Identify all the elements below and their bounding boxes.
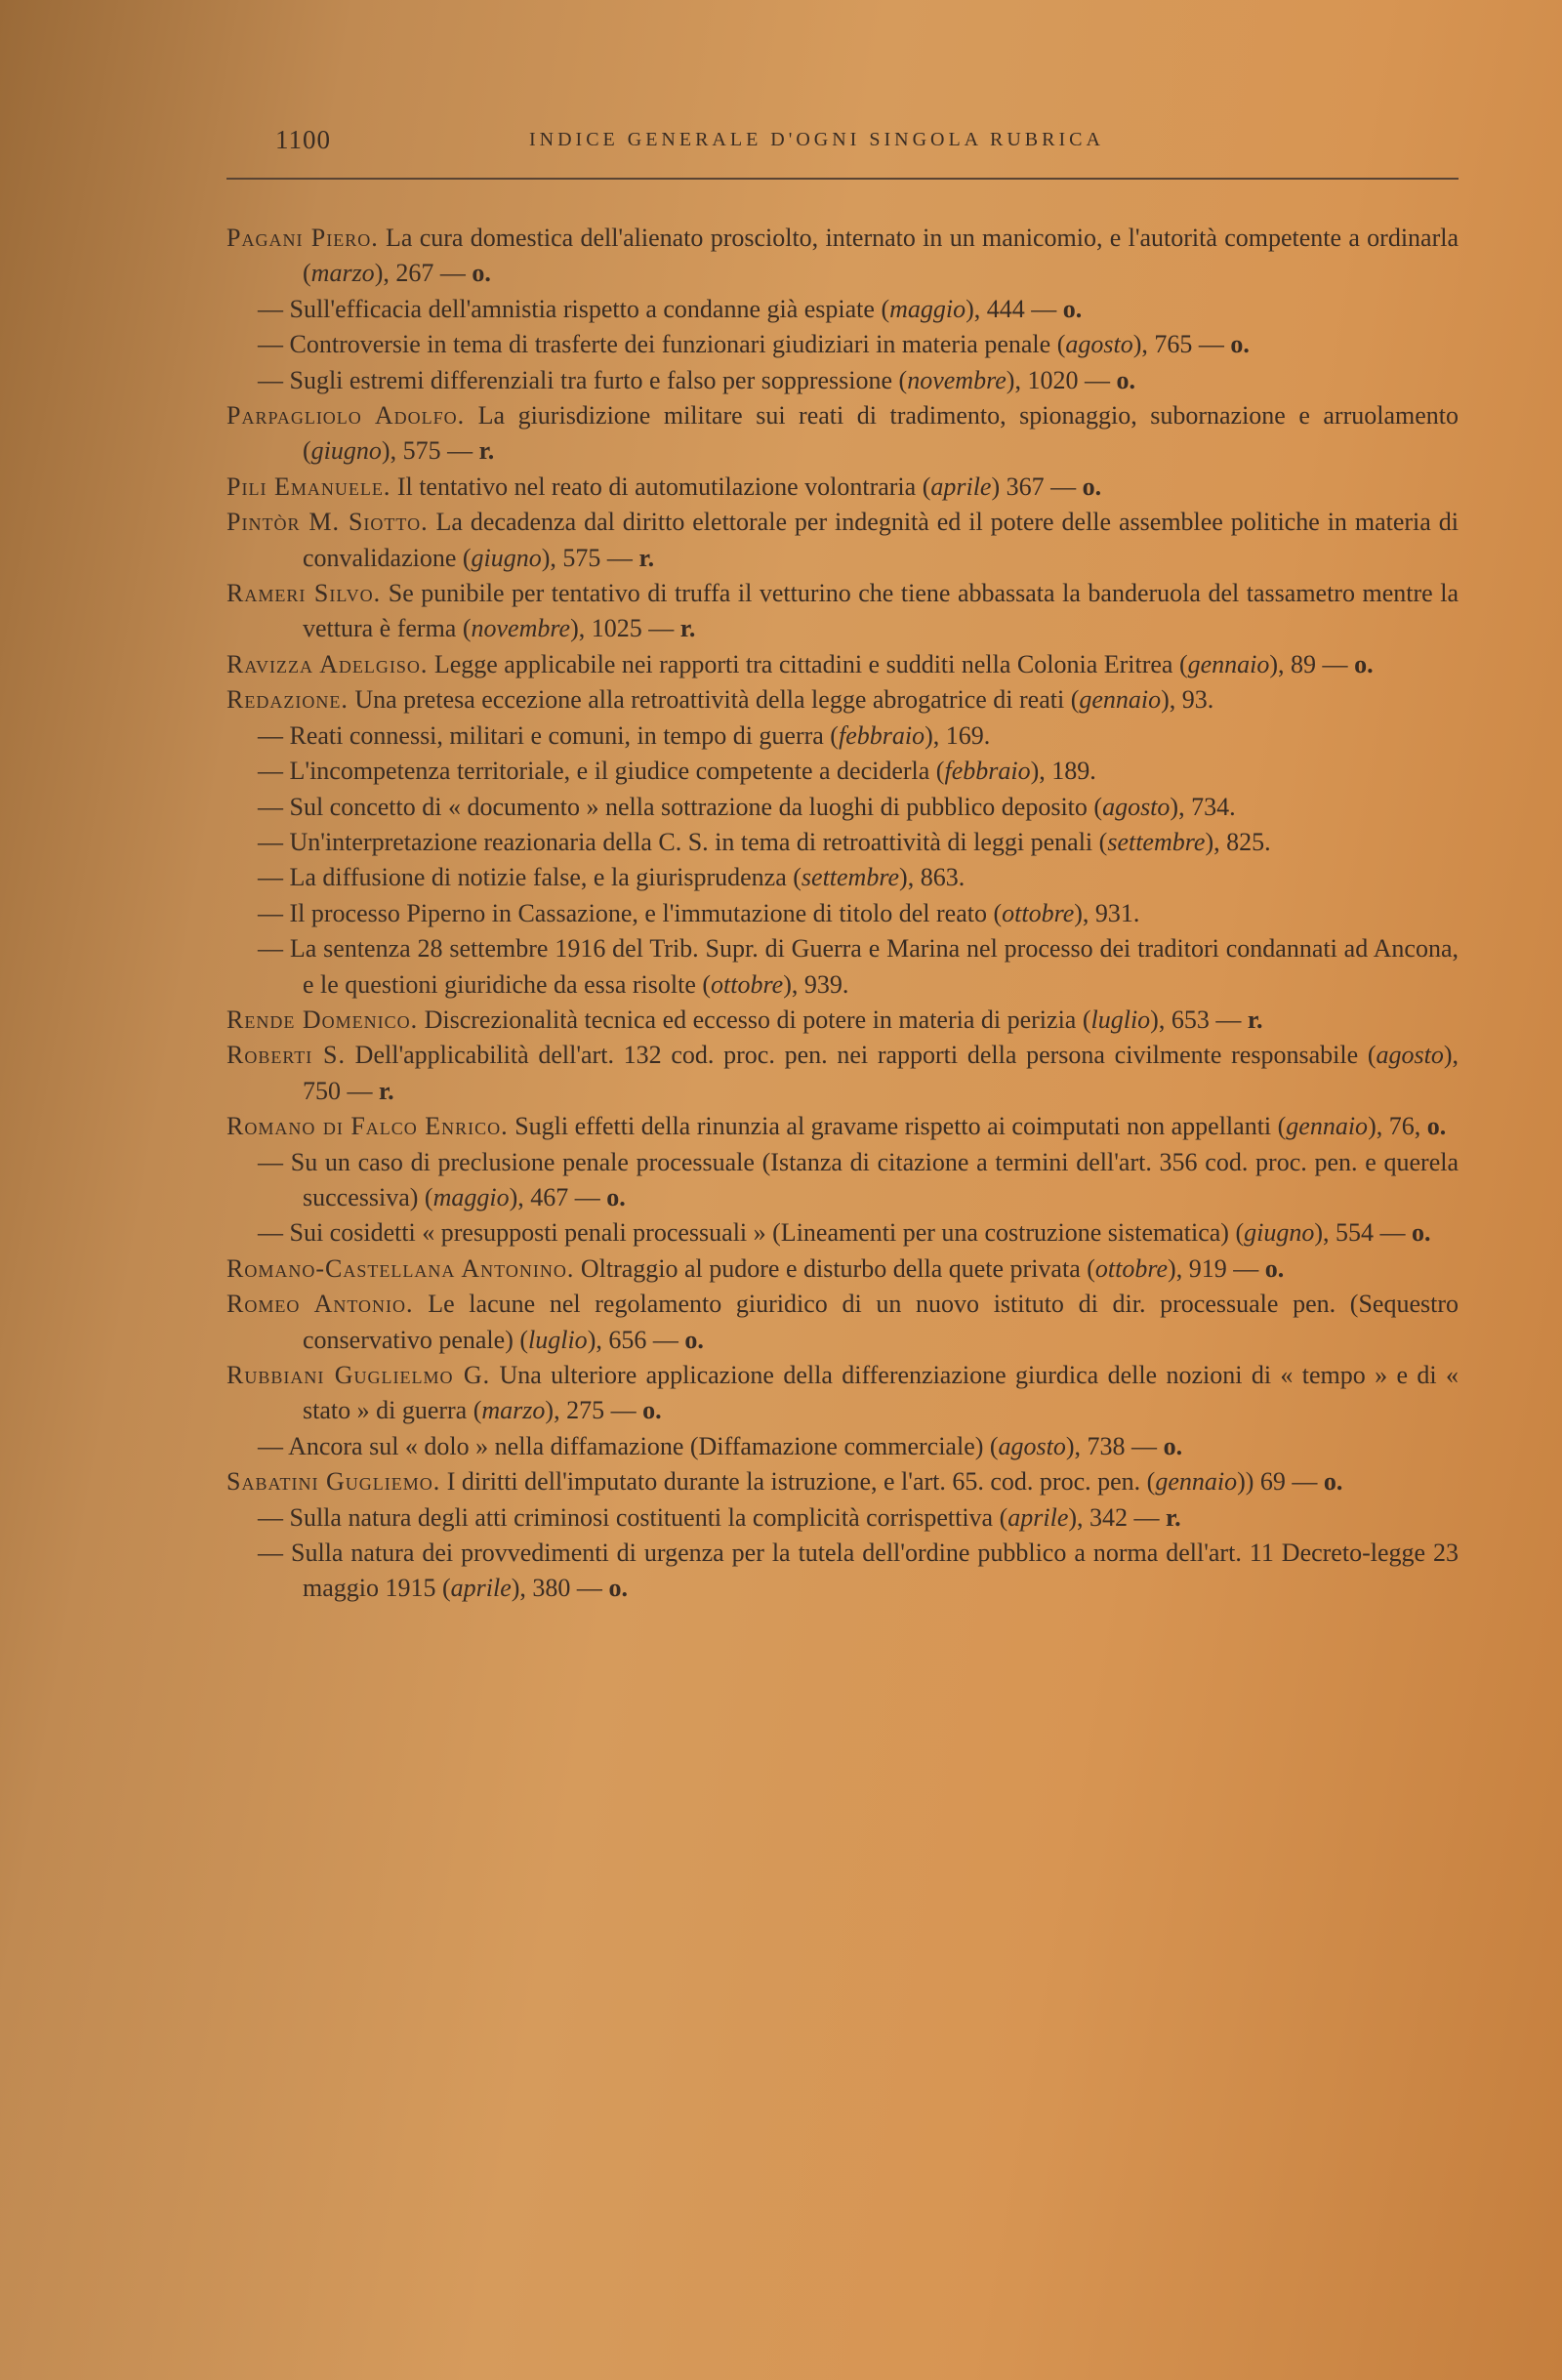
entry-month: maggio [889, 294, 966, 323]
entry-month: ottobre [1002, 898, 1075, 927]
entry-dash: — [258, 1539, 291, 1568]
entry-month: settembre [1107, 827, 1206, 856]
entry-ref: ), 738 — [1065, 1431, 1164, 1460]
entry-kind: o. [606, 1182, 626, 1211]
entry-ref: ), 863. [899, 863, 966, 892]
entry-text: Oltraggio al pudore e disturbo della quete privata ( [574, 1253, 1095, 1283]
entry-text: I diritti dell'imputato durante la istruzione, e l'art. 65. cod. proc. pen. ( [440, 1467, 1156, 1497]
index-entry [226, 682, 1459, 718]
index-subentry [226, 1536, 1459, 1607]
entry-ref: ), 467 — [509, 1182, 607, 1211]
entry-ref: ), 939. [783, 969, 849, 999]
index-entry [226, 398, 1459, 470]
entry-kind: o. [1354, 649, 1374, 678]
entry-month: gennaio [1079, 685, 1162, 715]
entry-ref: ), 267 — [374, 259, 473, 288]
entry-kind: r. [379, 1076, 394, 1105]
entry-month: ottobre [1094, 1253, 1169, 1283]
entry-dash: — [258, 757, 290, 786]
running-head [275, 125, 1437, 164]
entry-text: Sull'efficacia dell'amnistia rispetto a condanne già espiate ( [289, 294, 890, 323]
index-subentry [226, 790, 1459, 825]
entry-month: settembre [801, 863, 900, 892]
entry-month: giugno [471, 543, 542, 572]
entry-kind: o. [1264, 1253, 1285, 1283]
entry-author: Ravizza Adelgiso. [226, 649, 429, 678]
entry-ref: ), 750 — [303, 1041, 1459, 1105]
entry-text: Sugli estremi differenziali tra furto e falso per soppressione ( [289, 365, 908, 394]
entry-kind: r. [638, 543, 655, 572]
entry-text: Le lacune nel regolamento giuridico di un nuovo istituto di dir. processuale pen. (Sequestro conservativo penale) ( [303, 1290, 1459, 1354]
entry-ref: ), 765 — [1132, 330, 1231, 359]
entry-month: ottobre [711, 969, 784, 999]
entry-dash: — [258, 330, 290, 359]
entry-dash: — [258, 863, 290, 892]
entry-ref: ), 342 — [1068, 1502, 1167, 1532]
entry-month: agosto [1065, 330, 1133, 359]
index-subentry [226, 860, 1459, 895]
entry-text: L'incompetenza territoriale, e il giudice competente a deciderla ( [289, 757, 945, 786]
entry-ref: ) 367 — [991, 472, 1083, 501]
entry-ref: ), 825. [1205, 827, 1271, 856]
entry-text: Sul concetto di « documento » nella sottrazione da luoghi di pubblico deposito ( [289, 792, 1103, 821]
entry-text: Ancora sul « dolo » nella diffamazione (Diffamazione commerciale) ( [288, 1431, 999, 1460]
index-entry [226, 470, 1459, 505]
index-entry [226, 1464, 1459, 1499]
header-rule [226, 178, 1459, 180]
entry-month: agosto [1102, 792, 1171, 821]
running-head-title: INDICE GENERALE D'OGNI SINGOLA RUBRICA [529, 129, 1104, 150]
index-subentry [226, 1145, 1459, 1216]
entry-ref: ), 653 — [1150, 1005, 1248, 1034]
entry-kind: o. [1062, 294, 1083, 323]
entry-month: aprile [1007, 1502, 1069, 1532]
entry-text: Sulla natura degli atti criminosi costituenti la complicità corrispettiva ( [289, 1502, 1008, 1532]
entry-month: aprile [930, 472, 992, 501]
entry-text: La decadenza dal diritto elettorale per indegnità ed il potere delle assemblee politiche in materia di convalidazione ( [303, 508, 1459, 572]
entry-author: Rubbiani Guglielmo G. [226, 1361, 491, 1389]
entry-dash: — [258, 934, 290, 964]
entry-month: marzo [310, 259, 375, 288]
index-subentry [226, 825, 1459, 860]
entry-month: febbraio [838, 720, 925, 750]
entry-ref: ), 76, [1368, 1112, 1427, 1141]
entry-kind: r. [1247, 1005, 1263, 1034]
entry-ref: ), 575 — [541, 543, 639, 572]
index-entry [226, 1003, 1459, 1038]
entry-ref: ), 931. [1074, 898, 1140, 927]
entry-text: Legge applicabile nei rapporti tra cittadini e sudditi nella Colonia Eritrea ( [428, 649, 1188, 678]
entry-author: Rameri Silvo. [226, 579, 382, 608]
entry-dash: — [258, 1431, 289, 1460]
entry-dash: — [258, 720, 290, 750]
entry-month: aprile [450, 1574, 512, 1603]
entry-dash: — [258, 1502, 290, 1532]
index-subentry [226, 1215, 1459, 1251]
entry-kind: o. [1230, 330, 1250, 359]
entry-author: Romano-Castellana Antonino. [226, 1253, 575, 1283]
index-entry [226, 221, 1459, 292]
entry-month: agosto [1376, 1041, 1444, 1070]
entry-month: luglio [528, 1325, 588, 1354]
entry-author: Romano di Falco Enrico. [226, 1112, 509, 1141]
entry-kind: o. [1426, 1112, 1447, 1141]
entry-kind: o. [1082, 472, 1102, 501]
entry-text: Il processo Piperno in Cassazione, e l'immutazione di titolo del reato ( [289, 898, 1003, 927]
entry-text: Dell'applicabilità dell'art. 132 cod. proc. pen. nei rapporti della persona civilmente responsabile ( [345, 1041, 1377, 1070]
entry-kind: o. [1116, 365, 1135, 394]
entry-text: La sentenza 28 settembre 1916 del Trib. Supr. di Guerra e Marina nel processo dei traditori condannati ad Ancona, e le questioni giuridiche da essa risolte ( [289, 934, 1459, 999]
entry-author: Romeo Antonio. [226, 1290, 414, 1319]
entry-dash: — [258, 1218, 290, 1248]
entry-ref: ), 575 — [381, 436, 479, 466]
index-subentry [226, 292, 1459, 327]
entry-ref: ), 554 — [1314, 1218, 1413, 1248]
entry-kind: r. [679, 614, 696, 643]
entry-text: Un'interpretazione reazionaria della C. S. in tema di retroattività di leggi penali ( [289, 827, 1108, 856]
entry-ref: ), 89 — [1269, 649, 1355, 678]
entry-text: Reati connessi, militari e comuni, in tempo di guerra ( [289, 720, 839, 750]
entry-dash: — [258, 294, 290, 323]
entry-month: giugno [310, 436, 382, 466]
entry-month: febbraio [944, 757, 1031, 786]
entry-month: maggio [432, 1182, 510, 1211]
entry-kind: r. [478, 436, 495, 466]
entry-text: Una pretesa eccezione alla retroattività della legge abrogatrice di reati ( [348, 685, 1080, 715]
entry-author: Sabatini Gugliemo. [226, 1467, 441, 1497]
index-entry [226, 1287, 1459, 1358]
entry-author: Pagani Piero. [226, 224, 379, 252]
entry-kind: o. [642, 1396, 662, 1425]
entry-author: Pintòr M. Siotto. [226, 508, 429, 537]
entry-month: marzo [481, 1396, 546, 1425]
entry-text: La diffusione di notizie false, e la giurisprudenza ( [289, 863, 802, 892]
entry-month: gennaio [1286, 1112, 1369, 1141]
entry-month: giugno [1244, 1218, 1315, 1248]
entry-month: novembre [471, 614, 571, 643]
entry-ref: ), 380 — [511, 1574, 609, 1603]
entry-dash: — [258, 1147, 291, 1176]
entry-ref: ), 656 — [587, 1325, 685, 1354]
index-subentry [226, 718, 1459, 754]
index-entry [226, 576, 1459, 647]
entry-ref: ), 1025 — [570, 614, 680, 643]
entry-month: novembre [907, 365, 1007, 394]
entry-text: La cura domestica dell'alienato prosciolto, internato in un manicomio, e l'autorità competente a ordinarla ( [303, 224, 1459, 288]
index-subentry [226, 931, 1459, 1003]
entry-text: Sui cosidetti « presupposti penali processuali » (Lineamenti per una costruzione sistematica) ( [289, 1218, 1245, 1248]
index-subentry [226, 363, 1459, 398]
entry-author: Redazione. [226, 685, 349, 715]
index-entry [226, 1038, 1459, 1109]
entry-text: Su un caso di preclusione penale processuale (Istanza di citazione a termini dell'art. 356 cod. proc. pen. e querela successiva) ( [290, 1147, 1459, 1211]
index-entry [226, 647, 1459, 682]
entry-dash: — [258, 827, 290, 856]
page-number: 1100 [275, 125, 331, 154]
entry-text: Discrezionalità tecnica ed eccesso di potere in materia di perizia ( [418, 1005, 1091, 1034]
entry-month: luglio [1090, 1005, 1151, 1034]
entry-kind: o. [1412, 1218, 1431, 1248]
entry-author: Parpagliolo Adolfo. [226, 401, 466, 431]
index-subentry [226, 896, 1459, 931]
index-subentry [226, 327, 1459, 362]
entry-kind: o. [608, 1574, 628, 1603]
entry-text: Sulla natura dei provvedimenti di urgenza per la tutela dell'ordine pubblico a norma dell'art. 11 Decreto-legge 23 maggio 1915 ( [290, 1539, 1459, 1603]
entry-ref: )) 69 — [1237, 1467, 1324, 1497]
entry-kind: o. [1163, 1431, 1183, 1460]
entry-month: gennaio [1155, 1467, 1238, 1497]
index-entries [226, 221, 1459, 1607]
entry-dash: — [258, 898, 290, 927]
entry-ref: ), 734. [1170, 792, 1236, 821]
index-subentry [226, 1500, 1459, 1536]
entry-dash: — [258, 792, 290, 821]
entry-month: agosto [998, 1431, 1066, 1460]
entry-text: Sugli effetti della rinunzia al gravame rispetto ai coimputati non appellanti ( [508, 1112, 1287, 1141]
entry-kind: o. [1323, 1467, 1343, 1497]
entry-ref: ), 189. [1030, 757, 1096, 786]
entry-kind: r. [1166, 1502, 1181, 1532]
entry-author: Pili Emanuele. [226, 472, 391, 501]
entry-ref: ), 275 — [545, 1396, 643, 1425]
entry-ref: ), 444 — [966, 294, 1063, 323]
entry-dash: — [258, 365, 290, 394]
entry-text: Il tentativo nel reato di automutilazione volontraria ( [390, 472, 931, 501]
entry-text: Se punibile per tentativo di truffa il vetturino che tiene abbassata la banderuola del tassametro mentre la vettura è ferma ( [303, 579, 1459, 643]
entry-author: Roberti S. [226, 1041, 346, 1070]
index-entry [226, 505, 1459, 576]
entry-ref: ), 93. [1161, 685, 1214, 715]
entry-kind: o. [684, 1325, 704, 1354]
entry-ref: ), 169. [925, 720, 991, 750]
entry-text: Controversie in tema di trasferte dei funzionari giudiziari in materia penale ( [289, 330, 1066, 359]
index-subentry [226, 754, 1459, 789]
entry-ref: ), 919 — [1168, 1253, 1265, 1283]
entry-ref: ), 1020 — [1006, 365, 1117, 394]
entry-author: Rende Domenico. [226, 1005, 419, 1034]
index-entry [226, 1358, 1459, 1429]
entry-kind: o. [472, 259, 491, 288]
entry-month: gennaio [1187, 649, 1270, 678]
index-entry [226, 1109, 1459, 1144]
index-subentry [226, 1429, 1459, 1464]
entry-text: La giurisdizione militare sui reati di tradimento, spionaggio, subornazione e arruolamento ( [303, 401, 1459, 466]
entry-text: Una ulteriore applicazione della differenziazione giurdica delle nozioni di « tempo » e di « stato » di guerra ( [303, 1361, 1459, 1425]
index-entry [226, 1252, 1459, 1287]
